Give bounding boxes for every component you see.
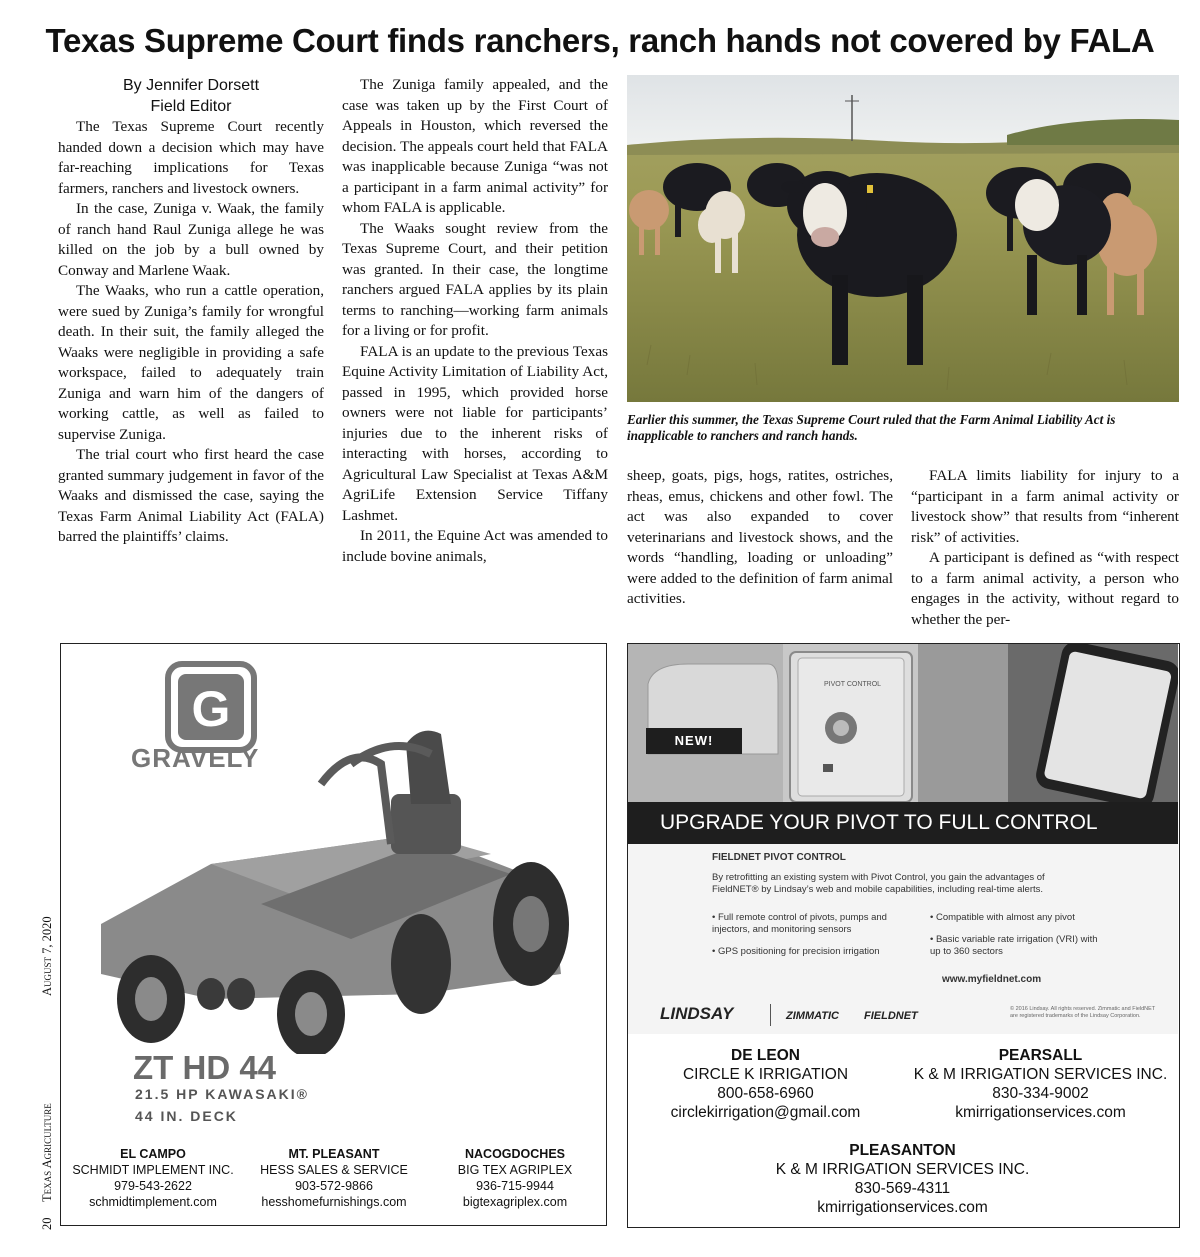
- engine-spec: 21.5 HP KAWASAKI®: [135, 1086, 309, 1102]
- paragraph: FALA is an update to the previous Texas Equine Activity Limitation of Liability Act, passed in 1995, which provided horse owners were not liable for participants’ injuries due to the inherent risks of interacting with horses, according to Agricultural Law Specialist at Texas A&M AgriLife Extension Service Tiffany Lashmet.: [342, 342, 608, 524]
- brand-logos: [628, 996, 1178, 1036]
- article-column-4: [911, 466, 1179, 630]
- cattle-photo: [627, 75, 1179, 402]
- dealer-city: EL CAMPO: [120, 1147, 186, 1161]
- dealer-pearsall: [903, 1046, 1178, 1122]
- fieldnet-logo: FIELDNET: [864, 1010, 918, 1022]
- dealer-name: SCHMIDT IMPLEMENT INC.: [72, 1163, 234, 1177]
- dealer-name: CIRCLE K IRRIGATION: [682, 1066, 849, 1083]
- dealer-el-campo: [63, 1146, 243, 1210]
- headline: Texas Supreme Court finds ranchers, ranch hands not covered by FALA: [45, 22, 1155, 59]
- ad-headline: UPGRADE YOUR PIVOT TO FULL CONTROL: [628, 802, 1178, 844]
- gravely-logo-icon: [164, 660, 258, 754]
- dealer-city: DE LEON: [731, 1047, 800, 1064]
- article-column-3: [627, 466, 893, 610]
- ad-hero-image: [628, 644, 1178, 802]
- dealer-name: BIG TEX AGRIPLEX: [457, 1163, 573, 1177]
- dealer-nacogdoches: [425, 1146, 605, 1210]
- byline-author: By Jennifer Dorsett: [122, 77, 260, 94]
- dealer-city: PLEASANTON: [849, 1142, 956, 1159]
- dealer-city: PEARSALL: [998, 1047, 1083, 1064]
- byline-role: Field Editor: [150, 98, 232, 115]
- dealer-website[interactable]: bigtexagriplex.com: [462, 1195, 568, 1209]
- dealer-city: NACOGDOCHES: [464, 1147, 565, 1161]
- divider: [770, 1004, 771, 1026]
- dealer-pleasanton: [765, 1141, 1040, 1217]
- paragraph: The Texas Supreme Court recently handed down a decision which may have far-reaching implications for Texas farmers, ranchers and livestock owners.: [58, 118, 324, 197]
- bullet-item: • GPS positioning for precision irrigation: [712, 946, 880, 957]
- dealer-de-leon: [628, 1046, 903, 1122]
- paragraph: In the case, Zuniga v. Waak, the family of ranch hand Raul Zuniga allege he was killed on the job by a bull owned by Conway and Marlene Waak.: [58, 200, 324, 279]
- dealer-mt-pleasant: [244, 1146, 424, 1210]
- paragraph: The trial court who first heard the case granted summary judgement in favor of the Waaks and dismissed the case, saying the Texas Farm Animal Liability Act (FALA) barred the plaintiffs’ claims.: [58, 446, 324, 545]
- paragraph: In 2011, the Equine Act was amended to include bovine animals,: [342, 527, 608, 565]
- dealer-website[interactable]: hesshomefurnishings.com: [261, 1195, 407, 1209]
- issue-date: August 7, 2020: [40, 916, 54, 996]
- article-column-2: [342, 75, 608, 567]
- ad-subhead: FIELDNET PIVOT CONTROL: [712, 852, 846, 863]
- device-label: PIVOT CONTROL: [824, 681, 882, 688]
- dealer-website[interactable]: schmidtimplement.com: [89, 1195, 217, 1209]
- bullet-item: • Basic variable rate irrigation (VRI) with up to 360 sectors: [930, 934, 1098, 957]
- paragraph: The Waaks sought review from the Texas Supreme Court, and their petition was granted. In their case, the longtime ranchers argued FALA applies by its plain terms to ranching—working farm animals for a living or for profit.: [342, 219, 608, 339]
- legal-text: © 2016 Lindsay. All rights reserved. Zimmatic and FieldNET are registered trademarks of the Lindsay Corporation.: [1010, 1006, 1156, 1019]
- ad-url[interactable]: www.myfieldnet.com: [942, 974, 1042, 985]
- dealer-phone: 800-658-6960: [717, 1085, 814, 1102]
- dealer-phone: 830-334-9002: [992, 1085, 1089, 1102]
- ad-intro: By retrofitting an existing system with Pivot Control, you gain the advantages of FieldNET® by Lindsay’s web and mobile capabilities, including real-time alerts.: [712, 872, 1045, 895]
- brand-name: GRAVELY: [131, 743, 260, 773]
- bullet-item: • Compatible with almost any pivot: [930, 912, 1075, 923]
- dealer-name: K & M IRRIGATION SERVICES INC.: [775, 1161, 1030, 1178]
- paragraph: A participant is defined as “with respect to a farm animal activity, a person who engages in the activity, without regard to whether the per-: [911, 549, 1179, 628]
- logo-letter: G: [191, 681, 231, 737]
- gravely-ad[interactable]: [60, 643, 607, 1226]
- page-number: 20: [40, 1217, 54, 1230]
- dealer-website[interactable]: kmirrigationservices.com: [955, 1104, 1126, 1121]
- lindsay-logo: LINDSAY: [660, 1004, 734, 1023]
- article-column-1: [58, 75, 324, 548]
- paragraph: The Zuniga family appealed, and the case was taken up by the First Court of Appeals in Houston, which reversed the decision. The appeals court held that FALA was inapplicable because Zuniga “was not a participant in a farm animal activity” for whom FALA is applicable.: [342, 76, 608, 216]
- dealer-name: K & M IRRIGATION SERVICES INC.: [913, 1066, 1168, 1083]
- dealer-city: MT. PLEASANT: [288, 1147, 380, 1161]
- page-footer: [36, 900, 62, 1230]
- bullet-item: • Full remote control of pivots, pumps and injectors, and monitoring sensors: [712, 912, 887, 935]
- model-name: ZT HD 44: [133, 1049, 277, 1086]
- zimmatic-logo: ZIMMATIC: [786, 1010, 839, 1022]
- deck-spec: 44 IN. DECK: [135, 1108, 238, 1124]
- paragraph: The Waaks, who run a cattle operation, were sued by Zuniga’s family for wrongful death. In their suit, the family alleged the Waaks were negligible in providing a safe workspace, failed to adequately train Zuniga and warn him of the dangers of working cattle, as well as failed to supervise Zuniga.: [58, 282, 324, 443]
- publication-name: Texas Agriculture: [40, 1103, 54, 1202]
- dealer-phone: 936-715-9944: [476, 1179, 554, 1193]
- dealer-phone: 903-572-9866: [295, 1179, 373, 1193]
- dealer-phone: 830-569-4311: [854, 1180, 951, 1197]
- dealer-email[interactable]: circlekirrigation@gmail.com: [670, 1104, 861, 1121]
- new-badge: NEW!: [646, 728, 742, 754]
- dealer-name: HESS SALES & SERVICE: [260, 1163, 408, 1177]
- photo-caption: Earlier this summer, the Texas Supreme Court ruled that the Farm Animal Liability Act is inapplicable to ranchers and ranch hands.: [627, 412, 1116, 443]
- fieldnet-ad[interactable]: [627, 643, 1180, 1228]
- paragraph: sheep, goats, pigs, hogs, ratites, ostriches, rheas, emus, chickens and other fowl. The act was also expanded to cover veterinarians and livestock shows, and the words “handling, loading or unloading” were added to the definition of farm animal activities.: [627, 467, 893, 607]
- paragraph: FALA limits liability for injury to a “participant in a farm animal activity or livestock show” that results from “inherent risk” of activities.: [911, 467, 1179, 546]
- dealer-phone: 979-543-2622: [114, 1179, 192, 1193]
- dealer-website[interactable]: kmirrigationservices.com: [817, 1199, 988, 1216]
